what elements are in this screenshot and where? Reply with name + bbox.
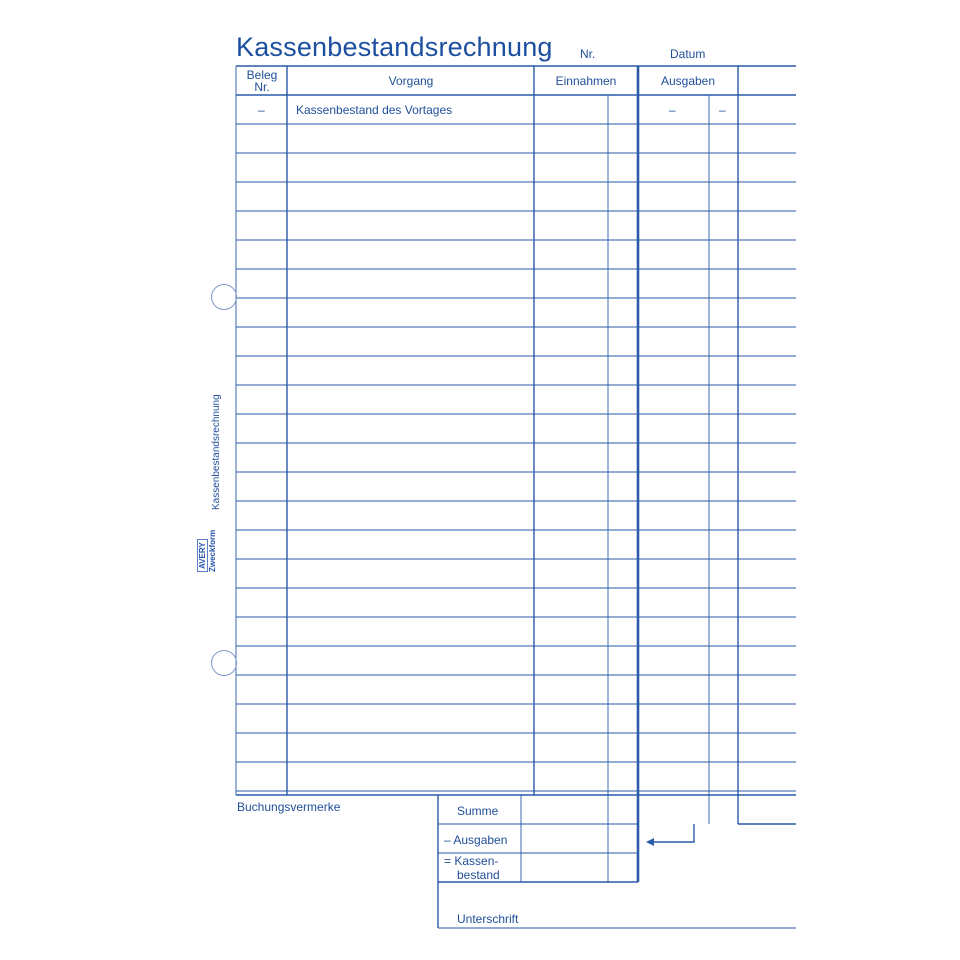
- nr-label: Nr.: [580, 47, 596, 61]
- header-vorgang: Vorgang: [388, 74, 434, 88]
- first-row-vorgang: Kassenbestand des Vortages: [296, 103, 453, 117]
- first-row-beleg: –: [258, 103, 265, 117]
- first-row-ausgaben-main: –: [669, 103, 676, 117]
- transfer-arrow: [646, 824, 694, 846]
- header-beleg-line1: Beleg: [246, 68, 278, 82]
- kassenbestand-line1: = Kassen-: [444, 854, 499, 868]
- brand-line2: Zweckform: [208, 529, 217, 572]
- kassenbestand-line2: bestand: [457, 868, 500, 882]
- brand-logo: [197, 530, 217, 572]
- header-beleg-line2: Nr.: [254, 80, 270, 94]
- datum-label: Datum: [670, 47, 706, 61]
- header-beleg: [238, 69, 286, 93]
- form-title: Kassenbestandsrechnung: [236, 32, 553, 62]
- kassenbestand-label: [444, 854, 500, 882]
- side-form-title: Kassenbestandsrechnung: [211, 394, 222, 510]
- punch-hole-top: [211, 284, 237, 310]
- punch-hole-bottom: [211, 650, 237, 676]
- unterschrift-label: Unterschrift: [457, 912, 519, 926]
- header-einnahmen: Einnahmen: [555, 74, 617, 88]
- brand-line1: AVERY: [197, 539, 208, 572]
- first-row-ausgaben-cents: –: [719, 103, 726, 117]
- summe-label: Summe: [457, 804, 499, 818]
- minus-ausgaben-label: – Ausgaben: [444, 833, 508, 847]
- header-ausgaben: Ausgaben: [660, 74, 716, 88]
- buchungsvermerke-label: Buchungsvermerke: [237, 800, 341, 814]
